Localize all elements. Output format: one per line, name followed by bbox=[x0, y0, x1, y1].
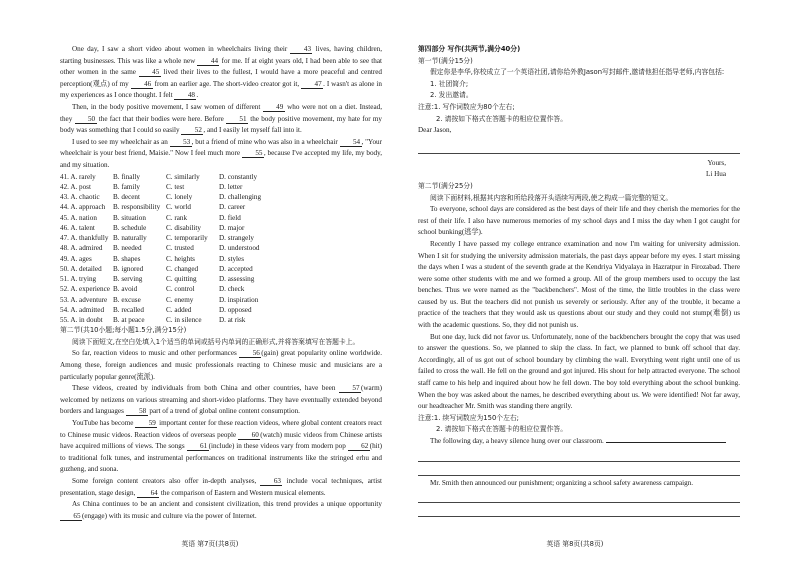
option-cell: C. trusted bbox=[166, 244, 194, 253]
option-cell: D. inspiration bbox=[219, 295, 259, 304]
option-cell: B. at peace bbox=[113, 316, 145, 325]
blank-49: 49 bbox=[263, 103, 285, 112]
option-cell: 49. A. ages bbox=[60, 254, 92, 263]
passage-paragraph-2: Then, in the body positive movement, I saw women of different 49 who were not on a diet. Instead, they 50 the fact that their bodies were here. Before 51 the body positive movement, my hate for my body was something that I could so easily 52, and I easily let myself fall into it. bbox=[60, 102, 382, 135]
section-2-title: 第二节(共10小题;每小题1.5分,满分15分) bbox=[60, 326, 187, 335]
option-cell: B. needed bbox=[113, 244, 142, 253]
option-cell: C. added bbox=[166, 305, 192, 314]
note-line: 注意:1. 续写词数应为150个左右; bbox=[418, 413, 519, 422]
option-cell: 43. A. chaotic bbox=[60, 193, 100, 202]
letter-greeting: Dear Jason, bbox=[418, 126, 452, 135]
option-cell: D. check bbox=[219, 285, 245, 294]
option-cell: D. career bbox=[219, 203, 246, 212]
page-footer-8: 英语 第8页(共8页) bbox=[546, 540, 604, 548]
option-cell: D. accepted bbox=[219, 264, 253, 273]
option-cell: C. quitting bbox=[166, 275, 197, 284]
option-cell: 41. A. rarely bbox=[60, 172, 96, 181]
note-line: 2. 请按如下格式在答题卡的相应位置作答。 bbox=[436, 114, 567, 123]
section-1-title: 第一节(满分15分) bbox=[418, 56, 473, 65]
prompt-item: 1. 社团简介; bbox=[430, 79, 469, 88]
continuation-start-2: Mr. Smith then announced our punishment; organizing a school safety awareness campaign. bbox=[430, 478, 694, 487]
option-cell: C. rank bbox=[166, 213, 188, 222]
right-page bbox=[400, 0, 800, 579]
option-cell: B. serving bbox=[113, 275, 143, 284]
section-2-title: 第二节(满分25分) bbox=[418, 181, 473, 190]
answer-line bbox=[418, 492, 740, 503]
option-cell: 51. A. trying bbox=[60, 275, 97, 284]
option-cell: B. ignored bbox=[113, 264, 144, 273]
blank-50: 50 bbox=[75, 115, 97, 124]
option-cell: B. situation bbox=[113, 213, 146, 222]
letter-signature: Li Hua bbox=[705, 170, 726, 179]
option-cell: D. letter bbox=[219, 182, 243, 191]
story-paragraph-3: But one day, luck did not favor us. Unfortunately, none of the backbenchers brought the copy that was used to answer the questions. So, we planned to skip the class. In fact, we planned to bunk off school that day. Accordingly, all of us got out of school boundary by climbing the wall. Everything went right until one of us failed to cross the wall. He fell on the ground and got injured. His shout for help attracted everyone. The school staff came to his help and inquired about how he fell down. The boy told everything about the school bunking. When the boy was asked about the names, he described everything about us. We were identified! Not far away, our headteacher Mr. Smith was standing there angrily. bbox=[418, 332, 740, 411]
option-cell: B. excuse bbox=[113, 295, 141, 304]
option-cell: 46. A. talent bbox=[60, 223, 95, 232]
passage-paragraph-3: I used to see my wheelchair as an 53, but a friend of mine who was also in a wheelchair 54, "Your wheelchair is your best friend, Maisie." Now I feel much more 55, because I've accepted my life, my body, and my situation. bbox=[60, 137, 383, 169]
grammar-paragraph-4: Some foreign content creators also offer in-depth analyses, 63 include vocal techniques, artist presentation, stage design, 64 the comparison of Eastern and Western musical elements. bbox=[60, 477, 382, 497]
option-cell: B. shapes bbox=[113, 254, 141, 263]
option-cell: D. assessing bbox=[219, 275, 255, 284]
option-cell: 48. A. admired bbox=[60, 244, 103, 253]
blank-64: 64 bbox=[137, 489, 159, 498]
option-cell: D. at risk bbox=[219, 316, 246, 325]
option-cell: 52. A. experience bbox=[60, 285, 110, 294]
option-cell: C. in silence bbox=[166, 316, 202, 325]
note-line: 2. 请按如下格式在答题卡的相应位置作答。 bbox=[436, 425, 567, 434]
blank-48: 48 bbox=[174, 91, 196, 100]
blank-62: 62 bbox=[348, 442, 370, 451]
answer-options bbox=[60, 172, 382, 326]
continuation-start-1: The following day, a heavy silence hung over our classroom. bbox=[418, 436, 740, 448]
option-cell: 53. A. adventure bbox=[60, 295, 108, 304]
answer-line bbox=[418, 451, 740, 462]
option-cell: 47. A. thankfully bbox=[60, 234, 109, 243]
answer-line bbox=[418, 506, 740, 517]
option-cell: B. finally bbox=[113, 172, 140, 181]
option-cell: D. field bbox=[219, 213, 241, 222]
option-cell: C. similarly bbox=[166, 172, 200, 181]
option-cell: B. family bbox=[113, 182, 140, 191]
answer-line bbox=[418, 143, 740, 154]
option-cell: 54. A. admitted bbox=[60, 305, 105, 314]
prompt-item: 2. 发出邀请。 bbox=[430, 91, 473, 100]
blank-60: 60 bbox=[238, 431, 260, 440]
option-cell: 55. A. in doubt bbox=[60, 316, 103, 325]
letter-closing: Yours, bbox=[707, 158, 726, 167]
option-cell: C. heights bbox=[166, 254, 195, 263]
option-cell: B. recalled bbox=[113, 305, 144, 314]
grammar-paragraph-1: So far, reaction videos to music and other performances 56(gain) great popularity online worldwide. Among these, foreign audiences and music professionals reacting to Chinese music and musicians are a particularly popular genre(流派). bbox=[60, 349, 383, 381]
option-cell: B. schedule bbox=[113, 223, 147, 232]
page-footer-7: 英语 第7页(共8页) bbox=[181, 540, 239, 548]
section-2-instructions: 阅读下面短文,在空白处填入1个适当的单词或括号内单词的正确形式,并将答案填写在答题卡上。 bbox=[72, 337, 360, 346]
option-cell: C. lonely bbox=[166, 193, 193, 202]
story-paragraph-1: To everyone, school days are considered as the best days of their life and they cherish the memories for the rest of their life. I also have numerous memories of my school days and I miss the day when I got caught for school bunking(逃学). bbox=[418, 205, 740, 237]
blank-61: 61 bbox=[187, 442, 209, 451]
blank-56: 56 bbox=[239, 349, 261, 358]
section-1-prompt: 假定你是李华,你校成立了一个英语社团,请你给外教Jason写封邮件,邀请他担任指导老师,内容包括: bbox=[430, 68, 725, 77]
blank-53: 53 bbox=[170, 138, 192, 147]
grammar-paragraph-5: As China continues to be an ancient and consistent civilization, this trend provides a unique opportunity 65(engage) with its music and culture via the power of Internet. bbox=[60, 499, 382, 522]
grammar-paragraph-3: YouTube has become 59 important center for these reaction videos, where global content creators react to Chinese music videos. Reaction videos of overseas people 60(watch) music videos from Chinese artists have acquired millions of views. The songs 61(include) in these videos vary from modern pop 62(hit) to traditional folk tunes, and instrumental performances on traditional instruments like the stringed erhu and guzheng, and suona. bbox=[60, 419, 383, 474]
option-cell: D. understood bbox=[219, 244, 260, 253]
blank-65: 65 bbox=[60, 512, 82, 521]
option-cell: C. world bbox=[166, 203, 191, 212]
blank-52: 52 bbox=[181, 126, 203, 135]
story-paragraph-2: Recently I have passed my college entrance examination and now I'm waiting for university admission. When I sit for studying the university admission materials, the past days appear before my eyes. I start missing the days when I was a student of the seventh grade at the Kendriya Vidyalaya in Hazratpur in Firozabad. There were some other students with me and we formed a group. All of the group members used to occupy the last benches. Thus we were named as the "backbenchers". Most of the time, the little troubles in the class were caused by us. But the teachers did not punish us severely or seriously. After any of the trouble, it became a practice of the teachers that they would ask us questions about our study and they could not stump(难倒) us with the academic questions. So, they did not punish us. bbox=[418, 239, 740, 330]
passage-paragraph-1: One day, I saw a short video about women in wheelchairs living their 43 lives, having children, starting businesses. This was like a whole new 44 for me. If at eight years old, I had been able to see that other women in the same 45 lived their lives to the fullest, I would have a more peaceful and centred perception(观点) of my 46 from an earlier age. The short-video creator got it, 47. I wasn't as alone in my experiences as I once thought. I felt 48. bbox=[60, 45, 382, 100]
blank-44: 44 bbox=[197, 57, 219, 66]
blank-59: 59 bbox=[135, 419, 157, 428]
blank-43: 43 bbox=[290, 45, 312, 54]
answer-line bbox=[418, 465, 740, 476]
blank-54: 54 bbox=[340, 138, 362, 147]
option-cell: B. naturally bbox=[113, 234, 147, 243]
option-cell: B. avoid bbox=[113, 285, 138, 294]
option-cell: 44. A. approach bbox=[60, 203, 106, 212]
blank-47: 47 bbox=[301, 80, 323, 89]
option-cell: 42. A. post bbox=[60, 182, 91, 191]
blank-55: 55 bbox=[242, 149, 264, 158]
option-cell: C. test bbox=[166, 182, 185, 191]
part-4-title: 第四部分 写作(共两节,满分40分) bbox=[418, 45, 521, 53]
option-cell: B. decent bbox=[113, 193, 140, 202]
option-cell: C. changed bbox=[166, 264, 199, 273]
blank-63: 63 bbox=[260, 477, 282, 486]
note-line: 注意:1. 写作词数应为80个左右; bbox=[418, 102, 515, 111]
option-cell: D. strangely bbox=[219, 234, 254, 243]
blank-45: 45 bbox=[139, 68, 161, 77]
blank-57: 57 bbox=[339, 384, 361, 393]
option-cell: C. disability bbox=[166, 223, 201, 232]
answer-line bbox=[606, 442, 726, 443]
section-2-prompt: 阅读下面材料,根据其内容和所给段落开头语续写两段,使之构成一篇完整的短文。 bbox=[430, 193, 673, 202]
option-cell: D. challenging bbox=[219, 193, 262, 202]
grammar-paragraph-2: These videos, created by individuals from both China and other countries, have been 57(warm) welcomed by netizens on various streaming and short-video platforms. They have eventually extended beyond borders and languages 58 part of a trend of global online content consumption. bbox=[60, 384, 382, 416]
option-cell: D. constantly bbox=[219, 172, 258, 181]
option-cell: D. opposed bbox=[219, 305, 252, 314]
option-cell: D. styles bbox=[219, 254, 244, 263]
blank-58: 58 bbox=[126, 407, 148, 416]
option-cell: C. control bbox=[166, 285, 195, 294]
blank-51: 51 bbox=[226, 115, 248, 124]
option-cell: D. major bbox=[219, 223, 245, 232]
option-cell: C. enemy bbox=[166, 295, 194, 304]
option-cell: B. responsibility bbox=[113, 203, 161, 212]
option-cell: 45. A. nation bbox=[60, 213, 97, 222]
option-cell: C. temporarily bbox=[166, 234, 208, 243]
option-cell: 50. A. detailed bbox=[60, 264, 102, 273]
blank-46: 46 bbox=[131, 80, 153, 89]
